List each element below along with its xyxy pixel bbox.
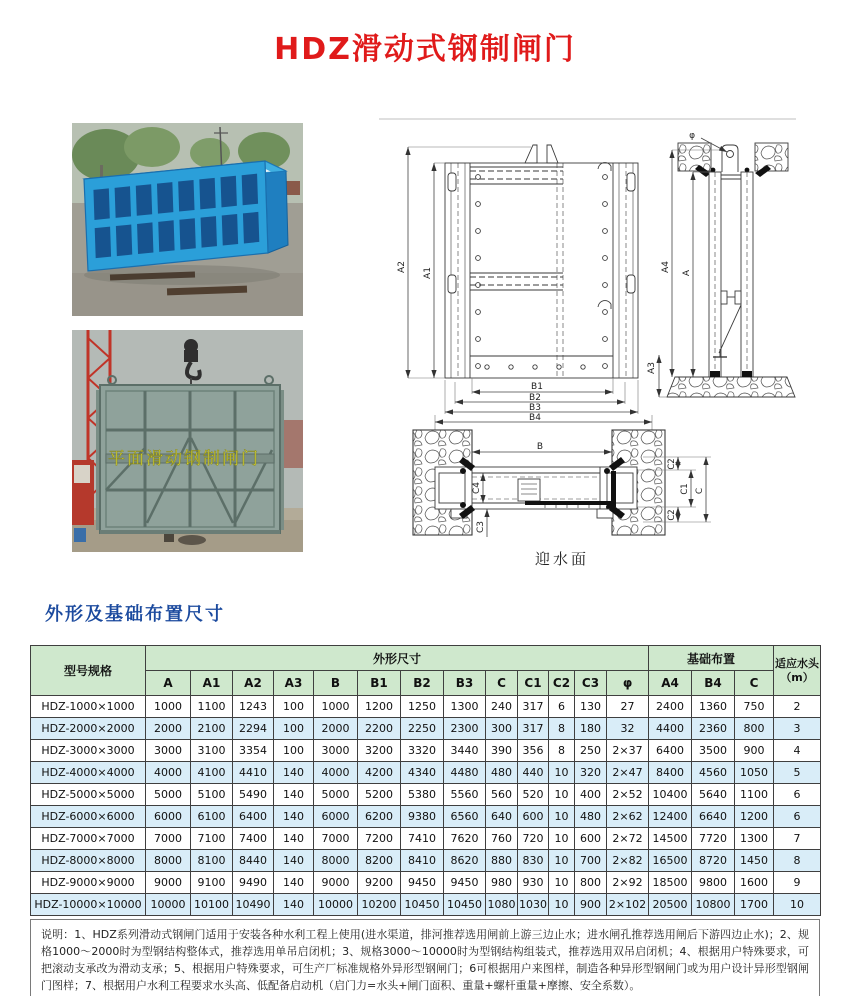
value-cell: 5100	[191, 784, 233, 806]
value-cell: 9000	[146, 872, 191, 894]
value-cell: 6400	[233, 806, 274, 828]
col-header: A	[146, 671, 191, 696]
col-header: C	[735, 671, 774, 696]
value-cell: 10000	[146, 894, 191, 916]
value-cell: 5	[774, 762, 821, 784]
value-cell: 8720	[692, 850, 735, 872]
value-cell: 27	[607, 696, 649, 718]
header-group-foundation: 基础布置	[649, 646, 774, 671]
col-header: B2	[401, 671, 444, 696]
value-cell: 1200	[735, 806, 774, 828]
subheader-row	[31, 671, 821, 696]
value-cell: 3100	[191, 740, 233, 762]
value-cell: 6	[549, 696, 575, 718]
value-cell: 1000	[314, 696, 358, 718]
value-cell: 750	[735, 696, 774, 718]
value-cell: 16500	[649, 850, 692, 872]
value-cell: 3440	[444, 740, 486, 762]
value-cell: 10	[549, 784, 575, 806]
model-cell: HDZ-9000×9000	[31, 872, 146, 894]
value-cell: 356	[518, 740, 549, 762]
value-cell: 760	[486, 828, 518, 850]
value-cell: 9200	[358, 872, 401, 894]
model-cell: HDZ-10000×10000	[31, 894, 146, 916]
col-header: B	[314, 671, 358, 696]
value-cell: 6200	[358, 806, 401, 828]
value-cell: 1100	[735, 784, 774, 806]
model-cell: HDZ-5000×5000	[31, 784, 146, 806]
dim-label-c2-bottom: C2	[667, 509, 677, 521]
value-cell: 1200	[358, 696, 401, 718]
header-model: 型号规格	[31, 646, 146, 696]
value-cell: 8100	[191, 850, 233, 872]
value-cell: 317	[518, 696, 549, 718]
value-cell: 5000	[146, 784, 191, 806]
value-cell: 7100	[191, 828, 233, 850]
value-cell: 2200	[358, 718, 401, 740]
value-cell: 880	[486, 850, 518, 872]
table-row	[31, 784, 821, 806]
table-row	[31, 806, 821, 828]
value-cell: 2250	[401, 718, 444, 740]
value-cell: 6000	[314, 806, 358, 828]
page-title: HDZ滑动式钢制闸门	[274, 32, 576, 67]
value-cell: 6	[774, 784, 821, 806]
value-cell: 440	[518, 762, 549, 784]
dim-label-b4: B4	[529, 413, 541, 423]
value-cell: 14500	[649, 828, 692, 850]
dim-label-b3: B3	[529, 403, 541, 413]
dim-label-b1: B1	[531, 382, 543, 392]
dim-label-c1: C1	[680, 483, 690, 495]
value-cell: 7000	[146, 828, 191, 850]
value-cell: 10200	[358, 894, 401, 916]
value-cell: 240	[486, 696, 518, 718]
value-cell: 9000	[314, 872, 358, 894]
value-cell: 8440	[233, 850, 274, 872]
col-header: B4	[692, 671, 735, 696]
value-cell: 930	[518, 872, 549, 894]
value-cell: 8	[774, 850, 821, 872]
value-cell: 8	[549, 740, 575, 762]
table-row	[31, 894, 821, 916]
dim-label-b: B	[536, 442, 544, 452]
value-cell: 3500	[692, 740, 735, 762]
value-cell: 4000	[146, 762, 191, 784]
value-cell: 9450	[444, 872, 486, 894]
value-cell: 10400	[649, 784, 692, 806]
value-cell: 3000	[146, 740, 191, 762]
value-cell: 4480	[444, 762, 486, 784]
dim-label-b2: B2	[529, 393, 541, 403]
dim-label-a1: A1	[423, 267, 433, 279]
col-header: A3	[274, 671, 314, 696]
value-cell: 5640	[692, 784, 735, 806]
value-cell: 4	[774, 740, 821, 762]
value-cell: 7200	[358, 828, 401, 850]
col-header: B1	[358, 671, 401, 696]
dim-label-a3: A3	[647, 362, 657, 374]
value-cell: 1450	[735, 850, 774, 872]
value-cell: 10490	[233, 894, 274, 916]
value-cell: 130	[575, 696, 607, 718]
value-cell: 10	[549, 872, 575, 894]
value-cell: 140	[274, 850, 314, 872]
value-cell: 1250	[401, 696, 444, 718]
value-cell: 5000	[314, 784, 358, 806]
value-cell: 9	[774, 872, 821, 894]
value-cell: 2×62	[607, 806, 649, 828]
value-cell: 1243	[233, 696, 274, 718]
model-cell: HDZ-3000×3000	[31, 740, 146, 762]
table-row	[31, 740, 821, 762]
value-cell: 4340	[401, 762, 444, 784]
photo-gray-gate	[72, 330, 303, 552]
section-title: 外形及基础布置尺寸	[45, 604, 225, 625]
col-header: A1	[191, 671, 233, 696]
value-cell: 4410	[233, 762, 274, 784]
model-cell: HDZ-8000×8000	[31, 850, 146, 872]
value-cell: 520	[518, 784, 549, 806]
value-cell: 5560	[444, 784, 486, 806]
value-cell: 1050	[735, 762, 774, 784]
value-cell: 10450	[401, 894, 444, 916]
value-cell: 640	[486, 806, 518, 828]
table-row	[31, 762, 821, 784]
value-cell: 2100	[191, 718, 233, 740]
value-cell: 8200	[358, 850, 401, 872]
dim-label-a4: A4	[661, 261, 671, 273]
value-cell: 2×72	[607, 828, 649, 850]
dim-label-c2-top: C2	[667, 458, 677, 470]
value-cell: 800	[575, 872, 607, 894]
dim-label-a2: A2	[397, 261, 407, 273]
value-cell: 9380	[401, 806, 444, 828]
value-cell: 3200	[358, 740, 401, 762]
value-cell: 4400	[649, 718, 692, 740]
value-cell: 8000	[146, 850, 191, 872]
value-cell: 7410	[401, 828, 444, 850]
value-cell: 4200	[358, 762, 401, 784]
value-cell: 250	[575, 740, 607, 762]
value-cell: 6560	[444, 806, 486, 828]
notes-box: 说明：1、HDZ系列滑动式钢闸门适用于安装各种水利工程上使用(进水渠道，排河推荐选用闸前上游三边止水；进水闸孔推荐选用闸后下游四边止水)；2、规格1000～2000时为型钢结构整体式，推荐选用单吊启闭机；3、规格3000～10000时为型钢结构组装式，推荐选用双吊启闭机；4、根据用户特殊要求，可把滚动支承改为滑动支承；5、根据用户特殊要求，可生产厂标准规格外异形型钢闸门；6可根据用户来图样，制造各种异形型钢闸门或为用户设计异形型钢闸门图样；7、根据用户水利工程要求水头高、低配备启动机（启门力=水头+闸门面积、重量+螺杆重量+摩擦、安全系数）。	[30, 919, 820, 996]
front-view	[445, 145, 638, 378]
col-header: C	[486, 671, 518, 696]
value-cell: 2300	[444, 718, 486, 740]
header-group-head: 适应水头（m）	[774, 646, 821, 696]
table-row	[31, 696, 821, 718]
value-cell: 390	[486, 740, 518, 762]
value-cell: 32	[607, 718, 649, 740]
value-cell: 8	[549, 718, 575, 740]
value-cell: 2×37	[607, 740, 649, 762]
value-cell: 6	[774, 806, 821, 828]
dim-label-c: C	[695, 487, 705, 495]
value-cell: 2×102	[607, 894, 649, 916]
value-cell: 140	[274, 784, 314, 806]
value-cell: 1700	[735, 894, 774, 916]
value-cell: 5490	[233, 784, 274, 806]
value-cell: 1080	[486, 894, 518, 916]
value-cell: 140	[274, 828, 314, 850]
spec-table	[30, 645, 821, 916]
value-cell: 10000	[314, 894, 358, 916]
photo-blue-gate	[72, 123, 303, 316]
col-header: B3	[444, 671, 486, 696]
value-cell: 830	[518, 850, 549, 872]
value-cell: 2×47	[607, 762, 649, 784]
value-cell: 4100	[191, 762, 233, 784]
value-cell: 2×52	[607, 784, 649, 806]
value-cell: 1300	[735, 828, 774, 850]
value-cell: 300	[486, 718, 518, 740]
value-cell: 480	[486, 762, 518, 784]
col-header: C1	[518, 671, 549, 696]
value-cell: 140	[274, 894, 314, 916]
value-cell: 10	[549, 762, 575, 784]
value-cell: 1600	[735, 872, 774, 894]
header-group-outline: 外形尺寸	[146, 646, 649, 671]
col-header: C2	[549, 671, 575, 696]
value-cell: 800	[735, 718, 774, 740]
value-cell: 1360	[692, 696, 735, 718]
value-cell: 1300	[444, 696, 486, 718]
value-cell: 3000	[314, 740, 358, 762]
value-cell: 8400	[649, 762, 692, 784]
model-cell: HDZ-6000×6000	[31, 806, 146, 828]
value-cell: 900	[575, 894, 607, 916]
value-cell: 18500	[649, 872, 692, 894]
value-cell: 720	[518, 828, 549, 850]
dim-label-c3: C3	[476, 520, 486, 534]
value-cell: 10450	[444, 894, 486, 916]
model-cell: HDZ-7000×7000	[31, 828, 146, 850]
value-cell: 1100	[191, 696, 233, 718]
model-cell: HDZ-2000×2000	[31, 718, 146, 740]
value-cell: 600	[518, 806, 549, 828]
value-cell: 1000	[146, 696, 191, 718]
value-cell: 10800	[692, 894, 735, 916]
value-cell: 6000	[146, 806, 191, 828]
table-row	[31, 828, 821, 850]
value-cell: 4000	[314, 762, 358, 784]
value-cell: 100	[274, 718, 314, 740]
dim-label-phi: φ	[689, 131, 695, 141]
col-header: A4	[649, 671, 692, 696]
value-cell: 10100	[191, 894, 233, 916]
value-cell: 100	[274, 740, 314, 762]
value-cell: 7620	[444, 828, 486, 850]
model-cell: HDZ-4000×4000	[31, 762, 146, 784]
value-cell: 2×92	[607, 872, 649, 894]
value-cell: 8620	[444, 850, 486, 872]
dim-label-c4: C4	[472, 481, 482, 495]
plan-view-caption: 迎水面	[535, 550, 590, 568]
value-cell: 9800	[692, 872, 735, 894]
value-cell: 5380	[401, 784, 444, 806]
model-cell: HDZ-1000×1000	[31, 696, 146, 718]
value-cell: 10	[549, 806, 575, 828]
value-cell: 560	[486, 784, 518, 806]
col-header: C3	[575, 671, 607, 696]
value-cell: 10	[549, 850, 575, 872]
value-cell: 140	[274, 762, 314, 784]
value-cell: 7400	[233, 828, 274, 850]
value-cell: 2400	[649, 696, 692, 718]
value-cell: 9450	[401, 872, 444, 894]
value-cell: 3354	[233, 740, 274, 762]
value-cell: 12400	[649, 806, 692, 828]
value-cell: 10	[774, 894, 821, 916]
value-cell: 900	[735, 740, 774, 762]
value-cell: 4560	[692, 762, 735, 784]
value-cell: 480	[575, 806, 607, 828]
value-cell: 6640	[692, 806, 735, 828]
technical-drawing	[375, 105, 850, 585]
value-cell: 2360	[692, 718, 735, 740]
table-row	[31, 850, 821, 872]
value-cell: 3320	[401, 740, 444, 762]
table-row	[31, 872, 821, 894]
photo-watermark: 平面滑动钢制闸门	[108, 449, 260, 469]
table-body	[31, 696, 821, 916]
col-header: A2	[233, 671, 274, 696]
value-cell: 320	[575, 762, 607, 784]
value-cell: 20500	[649, 894, 692, 916]
value-cell: 8410	[401, 850, 444, 872]
value-cell: 2000	[314, 718, 358, 740]
value-cell: 700	[575, 850, 607, 872]
value-cell: 2000	[146, 718, 191, 740]
value-cell: 400	[575, 784, 607, 806]
value-cell: 1030	[518, 894, 549, 916]
dim-label-a: A	[682, 269, 692, 277]
value-cell: 3	[774, 718, 821, 740]
value-cell: 2×82	[607, 850, 649, 872]
table-row	[31, 718, 821, 740]
value-cell: 100	[274, 696, 314, 718]
value-cell: 2	[774, 696, 821, 718]
value-cell: 8000	[314, 850, 358, 872]
value-cell: 2294	[233, 718, 274, 740]
value-cell: 317	[518, 718, 549, 740]
value-cell: 140	[274, 806, 314, 828]
value-cell: 6100	[191, 806, 233, 828]
value-cell: 6400	[649, 740, 692, 762]
value-cell: 7000	[314, 828, 358, 850]
value-cell: 180	[575, 718, 607, 740]
value-cell: 5200	[358, 784, 401, 806]
value-cell: 9100	[191, 872, 233, 894]
value-cell: 980	[486, 872, 518, 894]
value-cell: 600	[575, 828, 607, 850]
value-cell: 140	[274, 872, 314, 894]
value-cell: 10	[549, 894, 575, 916]
col-header: φ	[607, 671, 649, 696]
value-cell: 7	[774, 828, 821, 850]
value-cell: 9490	[233, 872, 274, 894]
value-cell: 10	[549, 828, 575, 850]
value-cell: 7720	[692, 828, 735, 850]
